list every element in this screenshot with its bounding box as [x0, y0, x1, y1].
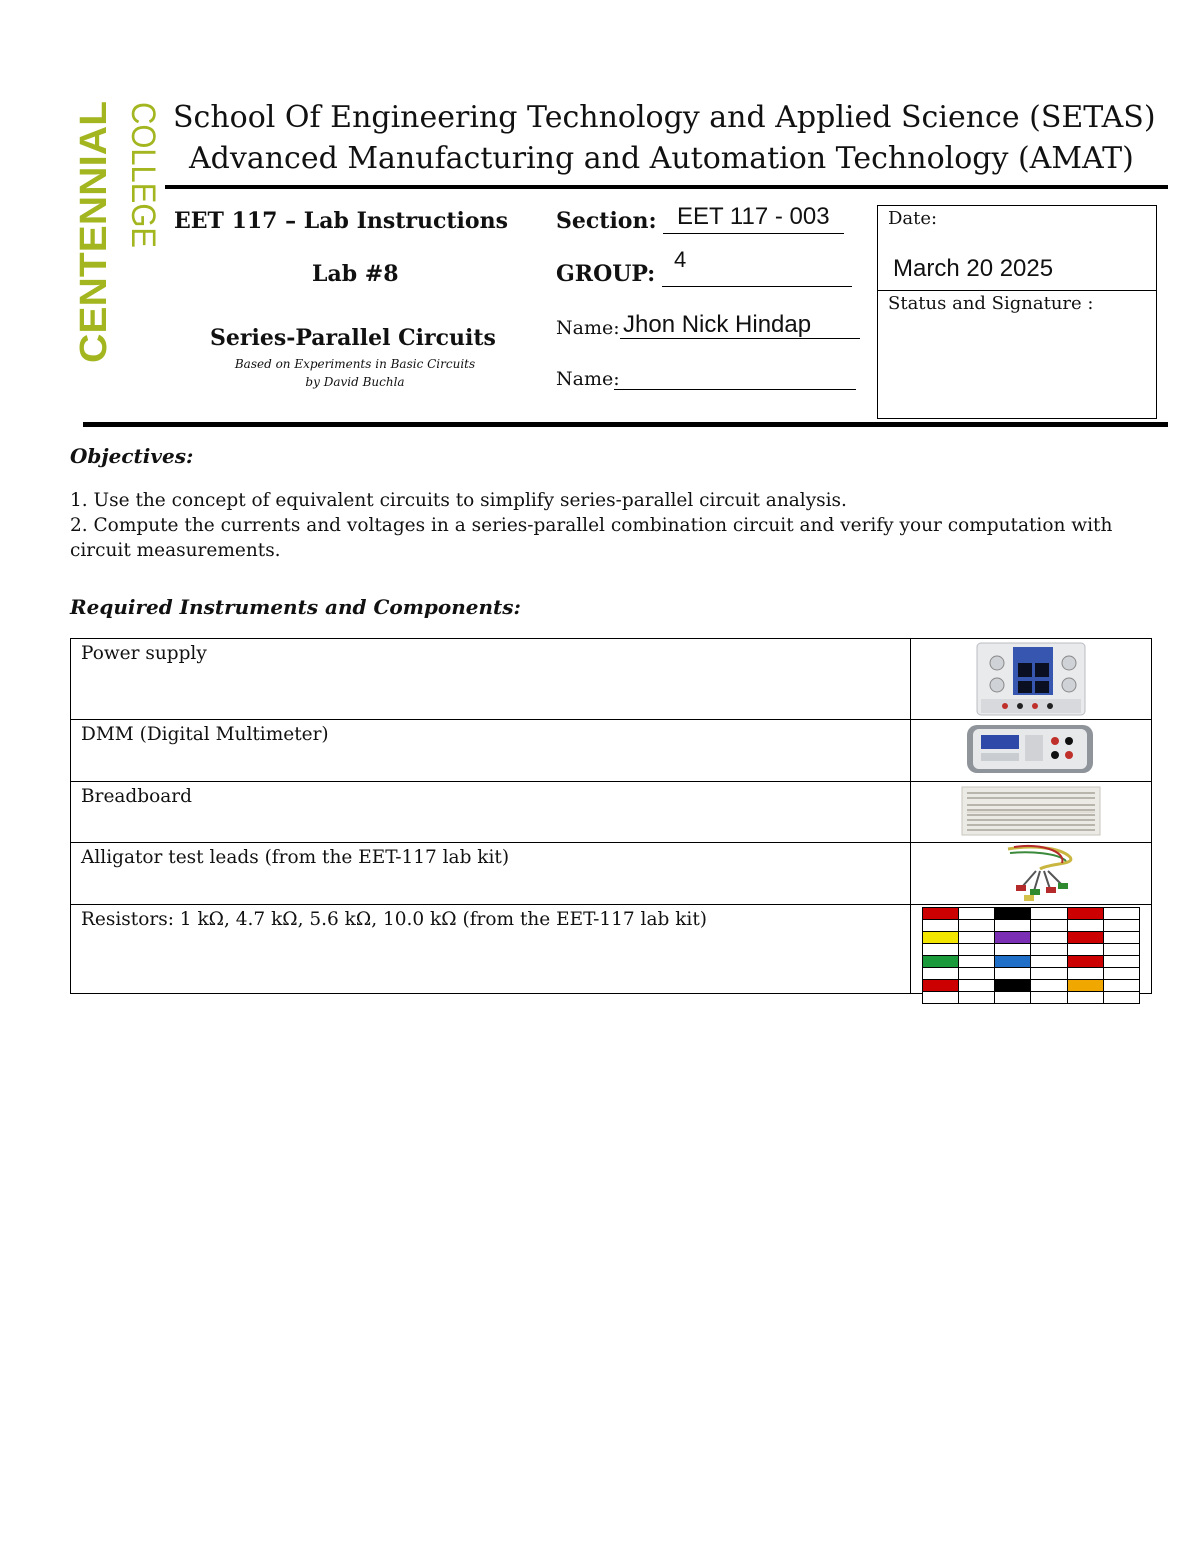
lab-number: Lab #8 [312, 261, 399, 287]
resistor-band-cell [1067, 992, 1103, 1004]
resistor-color-grid [922, 907, 1140, 1004]
multimeter-image [965, 721, 1095, 779]
section-field[interactable] [663, 233, 844, 234]
resistor-band-cell [1103, 944, 1139, 956]
resistor-band-cell [923, 908, 959, 920]
resistor-band-cell [995, 956, 1031, 968]
objective-2: 2. Compute the currents and voltages in a series-parallel combination circuit and verify your computation with [70, 515, 1113, 536]
resistor-band-cell [959, 992, 995, 1004]
college-logo [70, 100, 162, 365]
program-title: Advanced Manufacturing and Automation Technology (AMAT) [189, 141, 1134, 176]
power-supply-image [975, 641, 1087, 717]
resistor-band-cell [1103, 908, 1139, 920]
resistor-band-row [923, 932, 1140, 944]
resistor-band-cell [959, 932, 995, 944]
resistor-band-cell [923, 944, 959, 956]
header-bottom-rule [83, 422, 1168, 427]
resistor-band-cell [1031, 980, 1067, 992]
resistor-band-row [923, 968, 1140, 980]
resistor-band-cell [1103, 932, 1139, 944]
resistor-band-cell [923, 920, 959, 932]
resistor-band-cell [959, 968, 995, 980]
resistor-band-cell [923, 956, 959, 968]
lab-author: by David Buchla [305, 375, 405, 389]
resistor-band-cell [1067, 944, 1103, 956]
objectives-heading: Objectives: [70, 444, 194, 468]
resistor-band-row [923, 920, 1140, 932]
date-value[interactable]: March 20 2025 [893, 255, 1054, 282]
resistor-band-cell [995, 992, 1031, 1004]
instrument-label: DMM (Digital Multimeter) [71, 720, 911, 782]
resistor-band-cell [923, 992, 959, 1004]
school-title: School Of Engineering Technology and Applied Science (SETAS) [173, 100, 1156, 135]
resistor-band-cell [1067, 968, 1103, 980]
objective-2-continued: circuit measurements. [70, 540, 281, 561]
logo-text-college: COLLEGE [124, 102, 162, 263]
required-heading: Required Instruments and Components: [70, 595, 521, 619]
resistor-band-cell [1067, 908, 1103, 920]
resistor-band-cell [1031, 932, 1067, 944]
resistor-band-cell [1031, 944, 1067, 956]
alligator-leads-image [1000, 843, 1080, 903]
date-label: Date: [888, 208, 938, 229]
resistor-band-cell [1067, 920, 1103, 932]
resistor-band-cell [923, 968, 959, 980]
logo-text-centennial: CENTENNIAL [73, 118, 115, 363]
resistor-band-cell [1103, 980, 1139, 992]
resistor-band-cell [1031, 992, 1067, 1004]
resistor-band-cell [959, 956, 995, 968]
resistor-band-cell [959, 944, 995, 956]
resistor-band-cell [995, 920, 1031, 932]
section-value: EET 117 - 003 [677, 203, 830, 230]
resistor-band-cell [995, 908, 1031, 920]
resistor-band-cell [1067, 956, 1103, 968]
breadboard-image [961, 786, 1101, 836]
resistor-band-row [923, 992, 1140, 1004]
instrument-label: Resistors: 1 kΩ, 4.7 kΩ, 5.6 kΩ, 10.0 kΩ (from the EET-117 lab kit) [71, 905, 911, 994]
resistor-band-cell [959, 920, 995, 932]
resistor-band-cell [923, 932, 959, 944]
resistor-band-cell [1031, 908, 1067, 920]
resistor-band-cell [1103, 920, 1139, 932]
name1-value: Jhon Nick Hindap [623, 311, 812, 338]
lab-title: Series-Parallel Circuits [210, 325, 496, 351]
resistor-band-cell [959, 980, 995, 992]
resistor-band-row [923, 980, 1140, 992]
resistor-band-row [923, 956, 1140, 968]
name2-label: Name: [556, 368, 620, 390]
resistor-band-cell [959, 908, 995, 920]
resistor-band-cell [1031, 920, 1067, 932]
resistor-band-cell [1103, 992, 1139, 1004]
resistor-band-cell [1031, 968, 1067, 980]
resistor-band-cell [995, 968, 1031, 980]
instrument-label: Breadboard [71, 782, 911, 843]
group-label: GROUP: [556, 261, 656, 287]
resistor-band-cell [1067, 932, 1103, 944]
status-signature-label: Status and Signature : [888, 293, 1094, 314]
resistor-band-cell [1031, 956, 1067, 968]
group-field[interactable] [662, 286, 852, 287]
resistor-band-row [923, 908, 1140, 920]
resistor-band-cell [1103, 956, 1139, 968]
resistor-band-cell [995, 944, 1031, 956]
instrument-label: Power supply [71, 639, 911, 720]
course-title: EET 117 – Lab Instructions [174, 208, 508, 234]
lab-source: Based on Experiments in Basic Circuits [234, 357, 476, 371]
date-divider [877, 290, 1156, 291]
section-label: Section: [556, 208, 657, 234]
name2-field[interactable] [614, 389, 856, 390]
resistor-band-cell [923, 980, 959, 992]
resistor-band-cell [995, 980, 1031, 992]
resistor-band-row [923, 944, 1140, 956]
objective-1: 1. Use the concept of equivalent circuits to simplify series-parallel circuit analysis. [70, 490, 847, 511]
table-row [71, 843, 1152, 905]
resistor-band-cell [1067, 980, 1103, 992]
resistor-band-cell [995, 932, 1031, 944]
instrument-label: Alligator test leads (from the EET-117 lab kit) [71, 843, 911, 905]
header-rule [165, 185, 1168, 189]
resistor-band-cell [1103, 968, 1139, 980]
name1-label: Name: [556, 317, 620, 339]
group-value: 4 [674, 247, 687, 272]
